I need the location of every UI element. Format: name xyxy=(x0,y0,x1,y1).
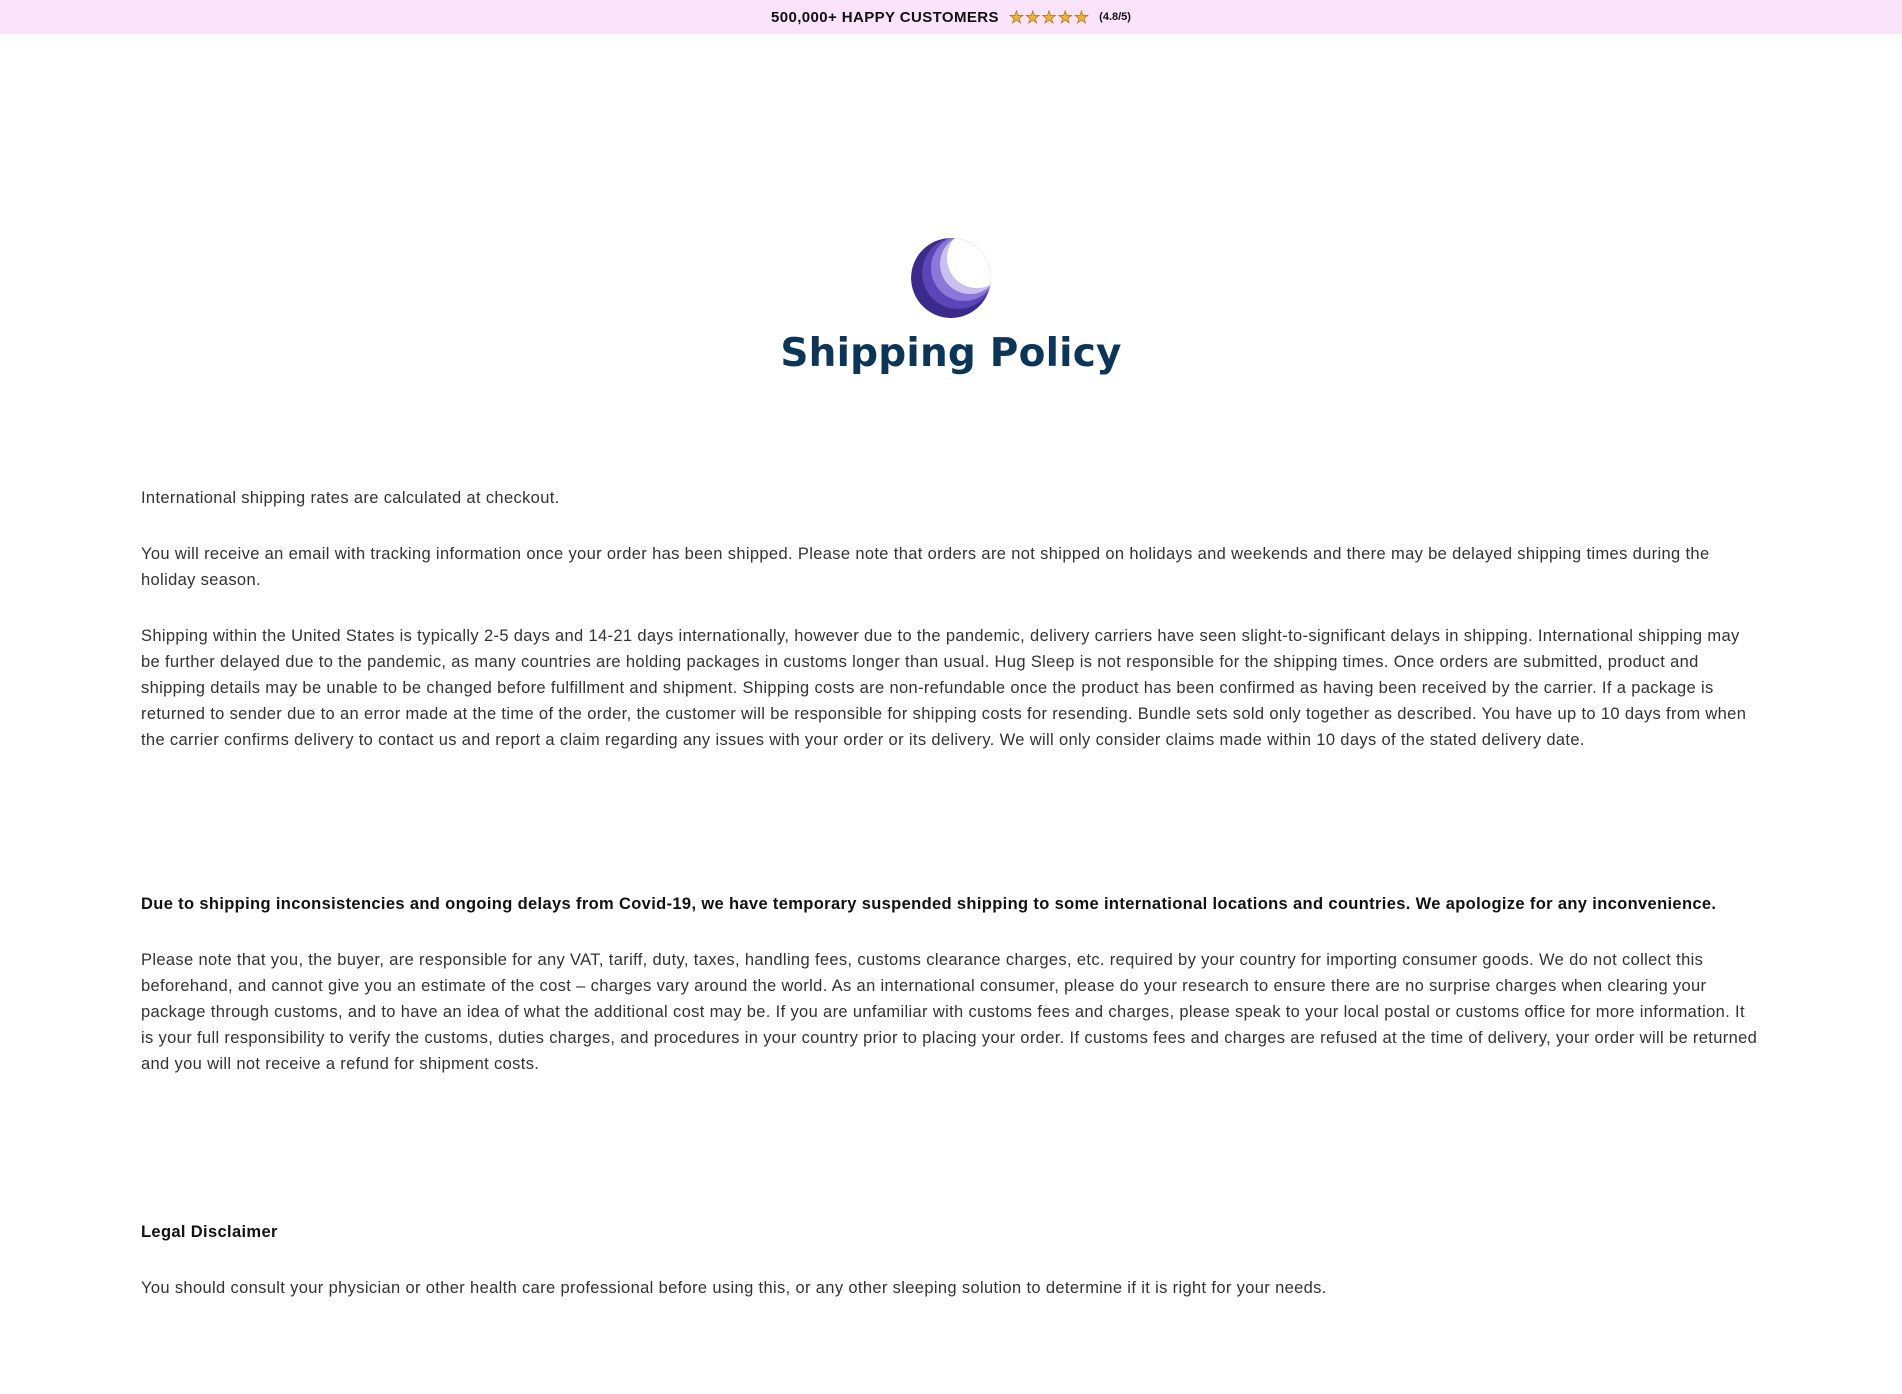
paragraph-customs-fees: Please note that you, the buyer, are responsible for any VAT, tariff, duty, taxes, handling fees, customs clearance charges, etc. required by your country for importing consumer goods. We do not collect this beforehand, and cannot give you an estimate of the cost – charges vary around the world. As an international consumer, please do your research to ensure there are no surprise charges when clearing your package through customs, and to have an idea of what the additional cost may be. If you are unfamiliar with customs fees and charges, please speak to your local postal or customs office for more information. It is your full responsibility to verify the customs, duties charges, and procedures in your country prior to placing your order. If customs fees and charges are refused at the time of delivery, your order will be returned and you will not receive a refund for shipment costs. xyxy=(141,951,1758,1073)
paragraph-tracking-info: You will receive an email with tracking information once your order has been shipped. Please note that orders are not shipped on holidays and weekends and there may be delayed shipping times during the holiday season. xyxy=(141,545,1710,589)
rating-score: (4.8/5) xyxy=(1099,11,1131,23)
legal-disclaimer-heading: Legal Disclaimer xyxy=(141,1223,278,1241)
star-icon: ★ xyxy=(1025,7,1041,27)
star-icon: ★ xyxy=(1008,7,1025,27)
announcement-bar xyxy=(0,0,1902,34)
covid-notice: Due to shipping inconsistencies and ongoing delays from Covid-19, we have temporary suspended shipping to some international locations and countries. We apologize for any inconvenience. xyxy=(141,895,1717,913)
page-title: Shipping Policy xyxy=(780,331,1122,376)
star-icon: ★ xyxy=(1073,7,1090,27)
paragraph-international-rates: International shipping rates are calculated at checkout. xyxy=(141,489,560,507)
moon-logo-icon[interactable] xyxy=(909,236,993,320)
rating-stars xyxy=(1009,9,1089,26)
star-icon: ★ xyxy=(1057,7,1073,27)
paragraph-shipping-times: Shipping within the United States is typically 2-5 days and 14-21 days internationally, however due to the pandemic, delivery carriers have seen slight-to-significant delays in shipping. International shipping may be further delayed due to the pandemic, as many countries are holding packages in customs longer than usual. Hug Sleep is not responsible for the shipping times. Once orders are submitted, product and shipping details may be unable to be changed before fulfillment and shipment. Shipping costs are non-refundable once the product has been confirmed as having been received by the carrier. If a package is returned to sender due to an error made at the time of the order, the customer will be responsible for shipping costs for resending. Bundle sets sold only together as described. You have up to 10 days from when the carrier confirms delivery to contact us and report a claim regarding any issues with your order or its delivery. We will only consider claims made within 10 days of the stated delivery date. xyxy=(141,627,1747,749)
legal-disclaimer-text: You should consult your physician or other health care professional before using this, or any other sleeping solution to determine if it is right for your needs. xyxy=(141,1279,1327,1297)
announcement-text: 500,000+ HAPPY CUSTOMERS xyxy=(771,8,999,26)
star-icon: ★ xyxy=(1041,7,1057,27)
